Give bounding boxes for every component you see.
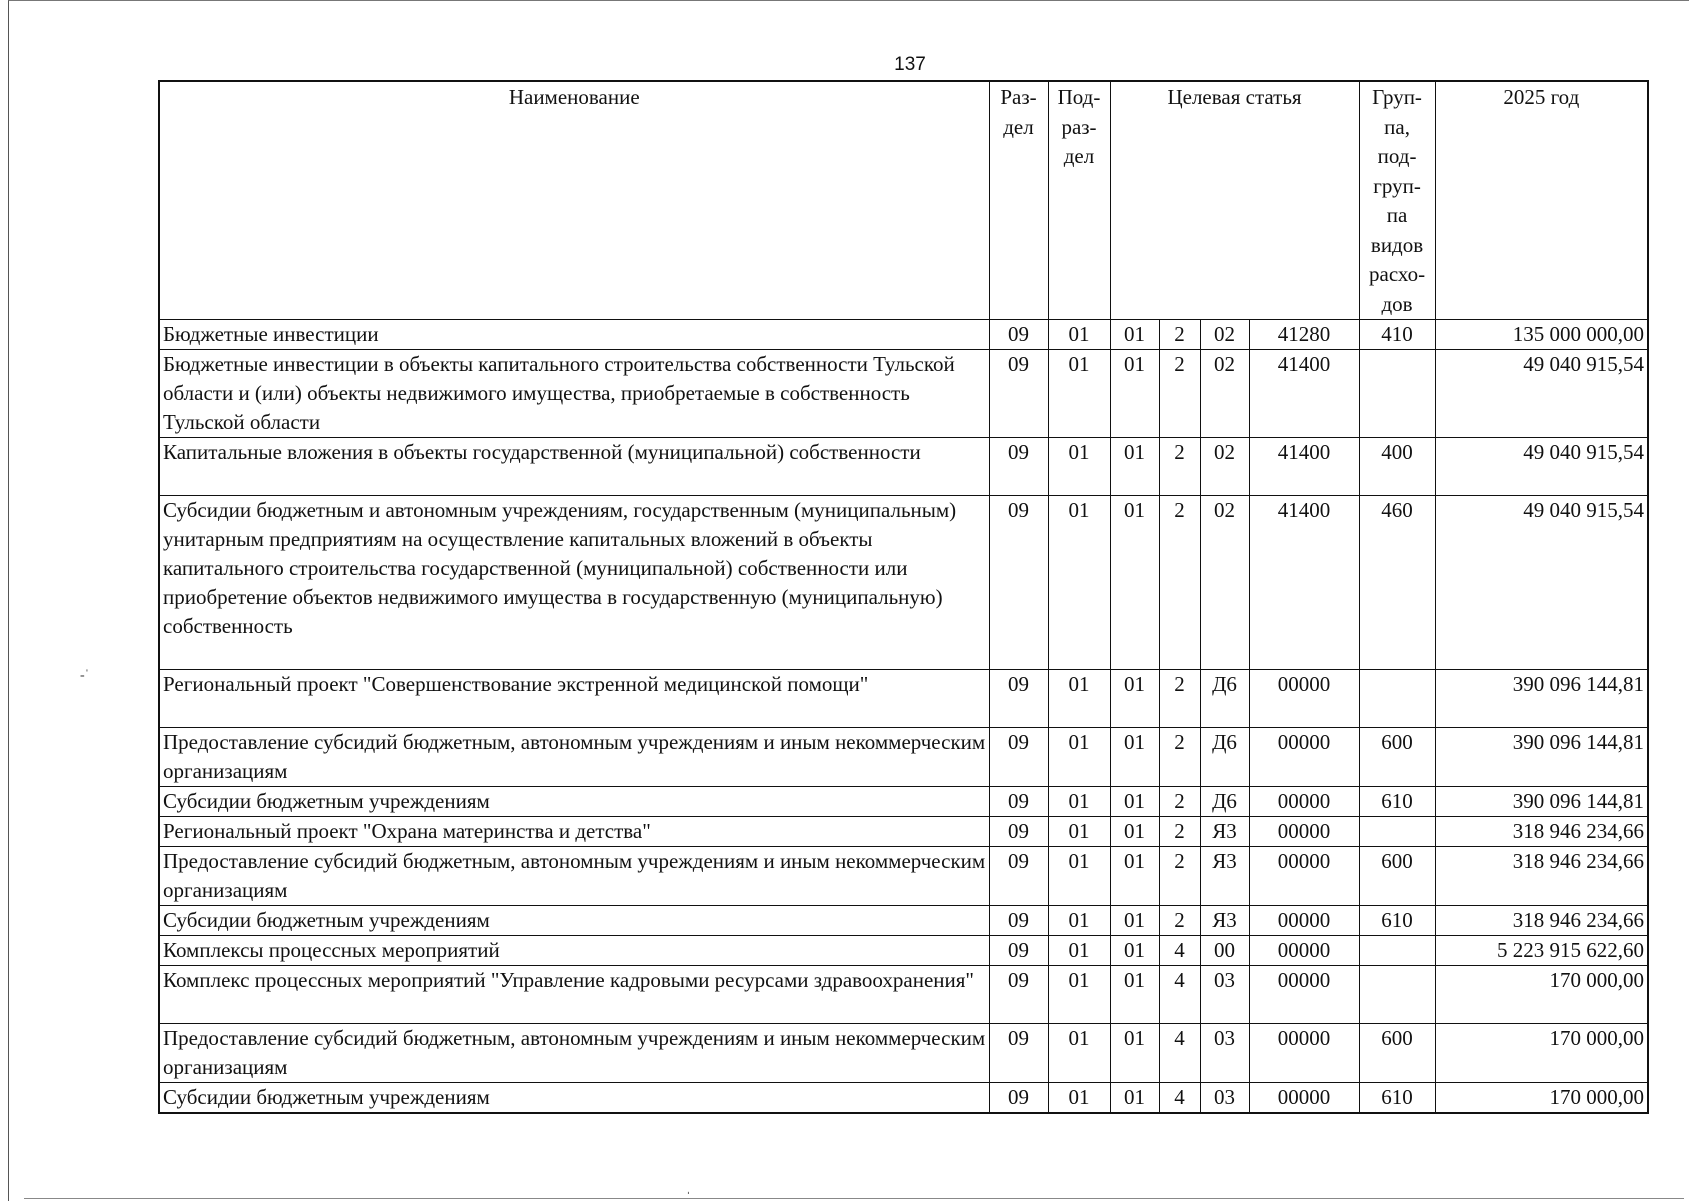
header-expense-group-line: дов <box>1381 291 1413 316</box>
row-subsection: 01 <box>1048 438 1110 496</box>
row-target-type: 4 <box>1159 1024 1200 1083</box>
row-target-type: 2 <box>1159 847 1200 906</box>
row-subsection: 01 <box>1048 787 1110 817</box>
row-name: Предоставление субсидий бюджетным, автономным учреждениям и иным некоммерческим организациям <box>159 728 989 787</box>
row-target-program: 01 <box>1110 906 1159 936</box>
row-amount: 318 946 234,66 <box>1435 906 1648 936</box>
row-name: Субсидии бюджетным и автономным учреждениям, государственным (муниципальным) унитарным предприятиям на осуществление капитальных вложений в объекты капитального строительства государственной (муниципальной) собственности или приобретение объектов недвижимого имущества в государственную (муниципальную) собственность <box>159 496 989 670</box>
row-subsection: 01 <box>1048 350 1110 438</box>
row-target-direction: 00000 <box>1249 936 1359 966</box>
row-amount: 170 000,00 <box>1435 966 1648 1024</box>
row-expense-group: 610 <box>1359 787 1435 817</box>
row-target-structure: 02 <box>1200 438 1249 496</box>
row-target-program: 01 <box>1110 1083 1159 1114</box>
header-year: 2025 год <box>1435 81 1648 320</box>
row-name: Бюджетные инвестиции в объекты капитального строительства собственности Тульской области и (или) объекты недвижимого имущества, приобретаемые в собственность Тульской области <box>159 350 989 438</box>
row-section: 09 <box>989 350 1048 438</box>
row-expense-group: 400 <box>1359 438 1435 496</box>
budget-table <box>158 80 1649 1114</box>
row-target-direction: 00000 <box>1249 728 1359 787</box>
row-expense-group <box>1359 817 1435 847</box>
row-name: Предоставление субсидий бюджетным, автономным учреждениям и иным некоммерческим организациям <box>159 1024 989 1083</box>
table-row <box>159 1024 1648 1083</box>
row-name: Региональный проект "Совершенствование экстренной медицинской помощи" <box>159 670 989 728</box>
row-expense-group: 610 <box>1359 906 1435 936</box>
row-target-direction: 41400 <box>1249 438 1359 496</box>
row-target-type: 2 <box>1159 670 1200 728</box>
row-target-structure: 03 <box>1200 966 1249 1024</box>
row-target-program: 01 <box>1110 966 1159 1024</box>
row-target-program: 01 <box>1110 496 1159 670</box>
row-name: Комплекс процессных мероприятий "Управление кадровыми ресурсами здравоохранения" <box>159 966 989 1024</box>
header-name: Наименование <box>159 81 989 320</box>
row-target-type: 2 <box>1159 320 1200 350</box>
row-subsection: 01 <box>1048 670 1110 728</box>
row-target-direction: 00000 <box>1249 787 1359 817</box>
table-row <box>159 350 1648 438</box>
row-target-program: 01 <box>1110 847 1159 906</box>
row-target-structure: Д6 <box>1200 670 1249 728</box>
row-target-direction: 41280 <box>1249 320 1359 350</box>
header-section <box>989 81 1048 320</box>
row-target-program: 01 <box>1110 350 1159 438</box>
row-amount: 170 000,00 <box>1435 1083 1648 1114</box>
row-target-structure: Я3 <box>1200 847 1249 906</box>
row-section: 09 <box>989 728 1048 787</box>
row-target-structure: 02 <box>1200 496 1249 670</box>
row-target-program: 01 <box>1110 936 1159 966</box>
row-expense-group: 460 <box>1359 496 1435 670</box>
row-name: Предоставление субсидий бюджетным, автономным учреждениям и иным некоммерческим организациям <box>159 847 989 906</box>
row-target-structure: Д6 <box>1200 787 1249 817</box>
row-target-program: 01 <box>1110 438 1159 496</box>
row-name: Капитальные вложения в объекты государственной (муниципальной) собственности <box>159 438 989 496</box>
scan-edge <box>24 1198 1684 1199</box>
header-target-article: Целевая статья <box>1110 81 1359 320</box>
row-target-program: 01 <box>1110 670 1159 728</box>
row-amount: 390 096 144,81 <box>1435 787 1648 817</box>
row-section: 09 <box>989 966 1048 1024</box>
table-row <box>159 936 1648 966</box>
table-row <box>159 320 1648 350</box>
row-section: 09 <box>989 847 1048 906</box>
row-name: Субсидии бюджетным учреждениям <box>159 1083 989 1114</box>
table-row <box>159 438 1648 496</box>
table-header-row <box>159 81 1648 320</box>
header-subsection-line: Под- <box>1057 85 1101 109</box>
row-subsection: 01 <box>1048 936 1110 966</box>
row-target-direction: 00000 <box>1249 670 1359 728</box>
table-body <box>159 320 1648 1114</box>
row-target-structure: 03 <box>1200 1024 1249 1083</box>
row-section: 09 <box>989 936 1048 966</box>
row-name: Комплексы процессных мероприятий <box>159 936 989 966</box>
row-target-structure: Я3 <box>1200 906 1249 936</box>
row-target-direction: 41400 <box>1249 350 1359 438</box>
header-expense-group-line: Груп- <box>1372 85 1422 109</box>
row-target-type: 2 <box>1159 496 1200 670</box>
scan-speck: ˌ <box>686 1180 691 1195</box>
row-target-direction: 00000 <box>1249 1083 1359 1114</box>
row-amount: 49 040 915,54 <box>1435 350 1648 438</box>
row-expense-group: 600 <box>1359 728 1435 787</box>
row-section: 09 <box>989 1024 1048 1083</box>
row-section: 09 <box>989 817 1048 847</box>
row-section: 09 <box>989 787 1048 817</box>
header-expense-group-line: видов <box>1370 232 1424 257</box>
row-subsection: 01 <box>1048 966 1110 1024</box>
row-amount: 170 000,00 <box>1435 1024 1648 1083</box>
row-amount: 5 223 915 622,60 <box>1435 936 1648 966</box>
row-target-direction: 00000 <box>1249 906 1359 936</box>
row-name: Бюджетные инвестиции <box>159 320 989 350</box>
row-subsection: 01 <box>1048 1024 1110 1083</box>
header-expense-group-line: под- <box>1377 144 1417 168</box>
row-amount: 390 096 144,81 <box>1435 670 1648 728</box>
header-section-line: Раз- <box>1000 85 1037 109</box>
row-target-program: 01 <box>1110 817 1159 847</box>
row-subsection: 01 <box>1048 320 1110 350</box>
row-target-structure: Я3 <box>1200 817 1249 847</box>
row-target-structure: 00 <box>1200 936 1249 966</box>
header-expense-group-line: расхо- <box>1369 262 1426 286</box>
row-section: 09 <box>989 1083 1048 1114</box>
row-section: 09 <box>989 906 1048 936</box>
row-expense-group <box>1359 350 1435 438</box>
row-subsection: 01 <box>1048 847 1110 906</box>
row-subsection: 01 <box>1048 817 1110 847</box>
header-subsection-line: дел <box>1063 144 1095 168</box>
row-name: Субсидии бюджетным учреждениям <box>159 906 989 936</box>
row-target-type: 4 <box>1159 936 1200 966</box>
row-target-type: 2 <box>1159 438 1200 496</box>
row-target-structure: Д6 <box>1200 728 1249 787</box>
table-row <box>159 847 1648 906</box>
row-target-type: 2 <box>1159 906 1200 936</box>
page-number: 137 <box>894 54 926 75</box>
header-expense-group <box>1359 81 1435 320</box>
row-target-type: 4 <box>1159 1083 1200 1114</box>
row-section: 09 <box>989 320 1048 350</box>
row-expense-group: 610 <box>1359 1083 1435 1114</box>
scan-speck: -ˈ <box>80 668 90 683</box>
row-target-structure: 03 <box>1200 1083 1249 1114</box>
row-target-direction: 00000 <box>1249 966 1359 1024</box>
row-target-type: 4 <box>1159 966 1200 1024</box>
row-target-type: 2 <box>1159 728 1200 787</box>
row-amount: 49 040 915,54 <box>1435 438 1648 496</box>
table-row <box>159 787 1648 817</box>
header-subsection-line: раз- <box>1061 114 1097 139</box>
row-section: 09 <box>989 438 1048 496</box>
table-row <box>159 496 1648 670</box>
row-target-direction: 00000 <box>1249 847 1359 906</box>
row-amount: 318 946 234,66 <box>1435 847 1648 906</box>
row-target-structure: 02 <box>1200 320 1249 350</box>
row-target-program: 01 <box>1110 728 1159 787</box>
table-row <box>159 966 1648 1024</box>
row-expense-group: 410 <box>1359 320 1435 350</box>
row-subsection: 01 <box>1048 1083 1110 1114</box>
table-row <box>159 906 1648 936</box>
header-section-line: дел <box>1003 114 1034 139</box>
row-target-program: 01 <box>1110 1024 1159 1083</box>
row-section: 09 <box>989 496 1048 670</box>
row-amount: 135 000 000,00 <box>1435 320 1648 350</box>
row-subsection: 01 <box>1048 728 1110 787</box>
row-expense-group: 600 <box>1359 847 1435 906</box>
row-expense-group <box>1359 670 1435 728</box>
row-expense-group <box>1359 936 1435 966</box>
row-subsection: 01 <box>1048 906 1110 936</box>
row-expense-group: 600 <box>1359 1024 1435 1083</box>
row-target-type: 2 <box>1159 350 1200 438</box>
header-expense-group-line: груп- <box>1373 173 1421 198</box>
table-row <box>159 1083 1648 1114</box>
table-row <box>159 728 1648 787</box>
row-target-direction: 41400 <box>1249 496 1359 670</box>
table-row <box>159 670 1648 728</box>
row-name: Субсидии бюджетным учреждениям <box>159 787 989 817</box>
row-name: Региональный проект "Охрана материнства и детства" <box>159 817 989 847</box>
row-target-direction: 00000 <box>1249 1024 1359 1083</box>
row-target-type: 2 <box>1159 817 1200 847</box>
row-amount: 49 040 915,54 <box>1435 496 1648 670</box>
header-expense-group-line: па, <box>1384 114 1410 139</box>
row-target-direction: 00000 <box>1249 817 1359 847</box>
header-subsection <box>1048 81 1110 320</box>
row-section: 09 <box>989 670 1048 728</box>
row-expense-group <box>1359 966 1435 1024</box>
row-target-structure: 02 <box>1200 350 1249 438</box>
row-target-program: 01 <box>1110 787 1159 817</box>
table-row <box>159 817 1648 847</box>
row-subsection: 01 <box>1048 496 1110 670</box>
row-amount: 390 096 144,81 <box>1435 728 1648 787</box>
row-amount: 318 946 234,66 <box>1435 817 1648 847</box>
row-target-program: 01 <box>1110 320 1159 350</box>
row-target-type: 2 <box>1159 787 1200 817</box>
header-expense-group-line: па <box>1386 203 1408 227</box>
